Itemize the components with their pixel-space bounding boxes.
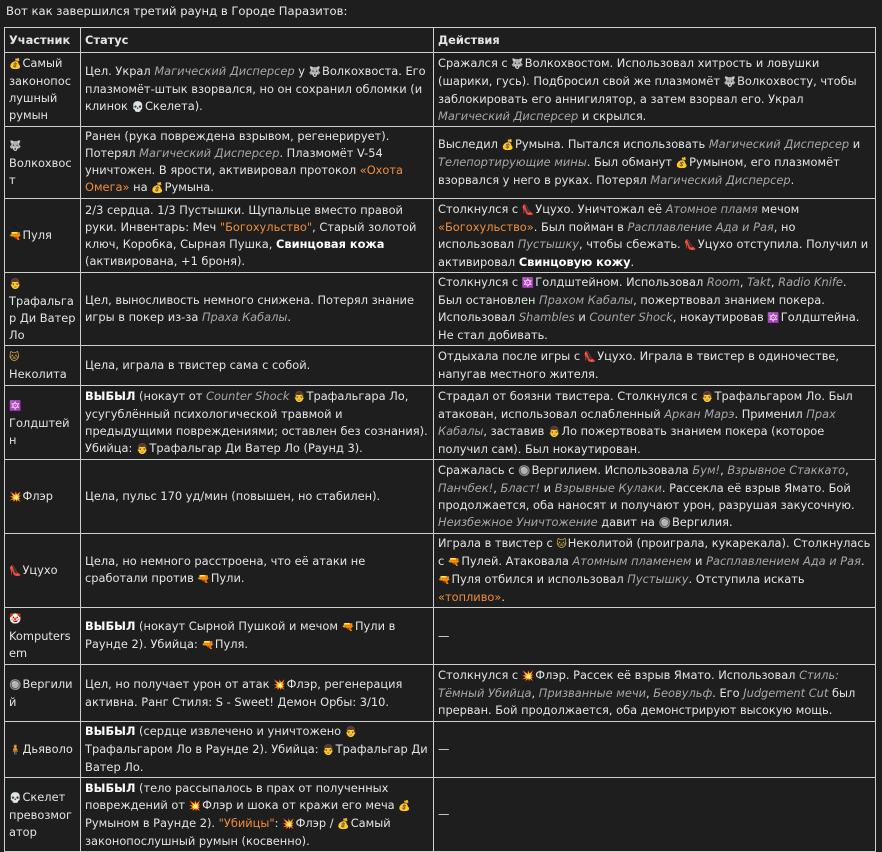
participant-name: Трафальгар Ди Ватер Ло <box>9 293 76 342</box>
orb-icon: 🔘 <box>9 679 22 691</box>
status-cell: ВЫБЫЛ (нокаут от Counter Shock 👨Трафальгара Ло, усугублённый психологической травмой и предыдущими повреждениями; оставлен без сознания). Убийца: 👨Трафальгар Ди Ватер Ло (Раунд 3). <box>81 386 434 460</box>
participant-cell <box>5 346 81 386</box>
participant-name: Дьяволо <box>22 741 73 756</box>
participant-name: Неколита <box>9 367 67 381</box>
cat-icon: 🐱 <box>9 352 20 363</box>
actions-cell: Столкнулся с 💥Флэр. Рассек её взрыв Ямато. Использовал Стиль: Тёмный Убийца, Призванные мечи, Беовульф. Его Judgement Cut был прерван. Бой продолжается, оба демонстрируют высокую мощь. <box>434 665 876 722</box>
participant-name: Самый законопослушный румын <box>9 56 71 122</box>
person-icon: 👨 <box>293 391 306 403</box>
participant-cell <box>5 199 81 273</box>
table-row <box>5 127 876 199</box>
skull-icon: 💀 <box>9 792 22 804</box>
coin-icon: 💰 <box>501 140 514 151</box>
coin-icon: 💰 <box>675 158 689 169</box>
skull-icon: 💀 <box>131 102 144 113</box>
actions-cell: — <box>434 608 876 665</box>
status-cell: 2/3 сердца. 1/3 Пустышки. Щупальце вместо правой руки. Инвентарь: Меч "Богохульство", Старый золотой ключ, Коробка, Сырная Пушка, Свинцовая кожа (активирована, +1 броня). <box>81 199 434 273</box>
wolf-icon: 🐺 <box>9 140 22 152</box>
participant-cell <box>5 460 81 534</box>
actions-cell: Выследил 💰Румына. Пытался использовать Магический Дисперсер и Телепортирующие мины. Был обманут 💰Румыном, его плазмомёт взорвался у него в руках. Потерял Магический Дисперсер. <box>434 127 876 199</box>
explosion-icon: 💥 <box>521 671 535 682</box>
wolf-icon: 🐺 <box>723 76 737 88</box>
clown-icon: 🤡 <box>9 614 22 625</box>
gun-icon: 🔫 <box>9 230 22 242</box>
star-of-david-icon: 🔯 <box>767 313 780 324</box>
participant-cell <box>5 273 81 346</box>
participant-name: Волкохвост <box>9 155 72 187</box>
boot-icon: 👠 <box>583 352 597 363</box>
table-row <box>5 460 876 534</box>
intro-text: Вот как завершился третий раунд в Городе Паразитов: <box>6 4 348 18</box>
boot-icon: 👠 <box>521 204 535 216</box>
gun-icon: 🔫 <box>197 574 210 585</box>
participant-name: Скелет превозмогатор <box>9 789 72 839</box>
wolf-icon: 🐺 <box>511 58 524 70</box>
status-cell: Ранен (рука повреждена взрывом, регенерирует). Потерял Магический Дисперсер. Плазмомёт V-54 уничтожен. В ярости, активировал протокол «Охота Омега» на 💰Румына. <box>81 127 434 199</box>
actions-cell: Столкнулся с 🔯Голдштейном. Использовал Room, Takt, Radio Knife. Был остановлен Прахом Кабалы, пожертвовал знанием покера. Использовал Shambles и Counter Shock, нокаутировав 🔯Голдштейна. Не стал добивать. <box>434 273 876 346</box>
table-row <box>5 386 876 460</box>
participants-table <box>4 27 876 852</box>
table-row <box>5 346 876 386</box>
status-cell: Цел. Украл Магический Дисперсер у 🐺Волкохвоста. Его плазмомёт-штык взорвался, но он сохранил обломки (и клинок 💀Скелета). <box>81 53 434 127</box>
participant-cell <box>5 665 81 722</box>
actions-cell: Играла в твистер с 🐱Неколитой (проиграла, кукарекала). Столкнулась с 🔫Пулей. Атаковала Атомным пламенем и Расплавлением Ада и Рая. 🔫Пуля отбился и использовал Пустышку. Отступила искать «топливо». <box>434 534 876 608</box>
participant-name: Уцухо <box>22 562 58 577</box>
status-cell: Цел, но получает урон от атак 💥Флэр, регенерация активна. Ранг Стиля: S - Sweet! Демон Орбы: 3/10. <box>81 665 434 722</box>
coin-icon: 💰 <box>337 818 350 830</box>
header-actions: Действия <box>434 28 876 53</box>
table-row <box>5 608 876 665</box>
cat-icon: 🐱 <box>556 539 567 550</box>
table-row <box>5 534 876 608</box>
header-status: Статус <box>81 28 434 53</box>
person-icon: 👨 <box>701 391 714 403</box>
boot-icon: 👠 <box>684 239 697 251</box>
explosion-icon: 💥 <box>273 679 286 691</box>
table-row <box>5 722 876 778</box>
table-row <box>5 199 876 273</box>
explosion-icon: 💥 <box>188 800 202 812</box>
participant-cell <box>5 127 81 199</box>
coin-icon: 💰 <box>398 800 411 812</box>
status-cell: Цела, играла в твистер сама с собой. <box>81 346 434 386</box>
participant-cell <box>5 534 81 608</box>
table-row <box>5 273 876 346</box>
status-cell: Цела, но немного расстроена, что её атаки не сработали против 🔫Пули. <box>81 534 434 608</box>
actions-cell: — <box>434 722 876 778</box>
participant-name: Вергилий <box>9 676 73 709</box>
gun-icon: 🔫 <box>201 640 214 651</box>
status-cell: Цел, выносливость немного снижена. Потерял знание игры в покер из-за Праха Кабалы. <box>81 273 434 346</box>
coin-icon: 💰 <box>151 183 164 194</box>
person-icon: 👨 <box>135 443 149 455</box>
actions-cell: Сражался с 🐺Волкохвостом. Использовал хитрость и ловушки (шарики, гусь). Подбросил свой же плазмомёт 🐺Волкохвосту, чтобы заблокировать его аннигилятор, а затем взорвал его. Украл Магический Дисперсер и скрылся. <box>434 53 876 127</box>
participant-cell <box>5 386 81 460</box>
star-of-david-icon: 🔯 <box>521 278 535 289</box>
participant-cell <box>5 608 81 665</box>
status-cell: ВЫБЫЛ (нокаут Сырной Пушкой и мечом 🔫Пули в Раунде 2). Убийца: 🔫Пуля. <box>81 608 434 665</box>
participant-cell <box>5 53 81 127</box>
coin-icon: 💰 <box>9 59 22 70</box>
actions-cell: Столкнулся с 👠Уцухо. Уничтожал её Атомное пламя мечом «Богохульство». Был пойман в Расплавление Ада и Рая, но использовал Пустышку, чтобы сбежать. 👠Уцухо отступила. Получил и активировал Свинцовую кожу. <box>434 199 876 273</box>
orb-icon: 🔘 <box>518 465 531 477</box>
standing-person-icon: 🧍 <box>9 744 22 756</box>
orb-icon: 🔘 <box>658 517 671 529</box>
person-icon: 👨 <box>322 745 335 756</box>
status-cell: ВЫБЫЛ (сердце извлечено и уничтожено 👨Трафальгаром Ло в Раунде 2). Убийца: 👨Трафальгар Ди Ватер Ло. <box>81 722 434 778</box>
participant-name: Голдштейн <box>9 415 70 447</box>
actions-cell: Отдыхала после игры с 👠Уцухо. Играла в твистер в одиночестве, напугав местного жителя. <box>434 346 876 386</box>
participant-name: Komputersem <box>9 629 71 660</box>
participant-cell <box>5 722 81 778</box>
table-header-row <box>5 28 876 53</box>
gun-icon: 🔫 <box>447 557 461 568</box>
actions-cell: Страдал от боязни твистера. Столкнулся с 👨Трафальгаром Ло. Был атакован, использовал ослабленный Аркан Марэ. Применил Прах Кабалы, заставив 👨Ло пожертвовать знанием покера (которое получил сам). Был нокаутирован. <box>434 386 876 460</box>
gun-icon: 🔫 <box>438 575 451 586</box>
person-icon: 👨 <box>344 727 358 738</box>
header-participant: Участник <box>5 28 81 53</box>
actions-cell: — <box>434 778 876 852</box>
status-cell: ВЫБЫЛ (тело рассыпалось в прах от полученных повреждений от 💥Флэр и шока от кражи его меча 💰Румыном в Раунде 2). "Убийцы": 💥Флэр / 💰Самый законопослушный румын (косвенно). <box>81 778 434 852</box>
explosion-icon: 💥 <box>9 491 22 503</box>
participant-name: Пуля <box>22 227 52 242</box>
actions-cell: Сражалась с 🔘Вергилием. Использовала Бум!, Взрывное Стаккато, Панчбек!, Бласт! и Взрывные Кулаки. Рассекла её взрыв Ямато. Бой продолжается, оба наносят и получают урон, разрушая закусочную. Неизбежное Уничтожение давит на 🔘Вергилия. <box>434 460 876 534</box>
boot-icon: 👠 <box>9 565 22 577</box>
status-cell: Цела, пульс 170 уд/мин (повышен, но стабилен). <box>81 460 434 534</box>
table-row <box>5 665 876 722</box>
person-icon: 👨 <box>547 426 561 438</box>
wolf-icon: 🐺 <box>308 67 322 78</box>
participant-name: Флэр <box>22 488 54 503</box>
person-icon: 👨 <box>9 278 22 290</box>
table-row <box>5 53 876 127</box>
star-of-david-icon: 🔯 <box>9 400 22 412</box>
explosion-icon: 💥 <box>282 818 295 830</box>
gun-icon: 🔫 <box>341 622 354 633</box>
